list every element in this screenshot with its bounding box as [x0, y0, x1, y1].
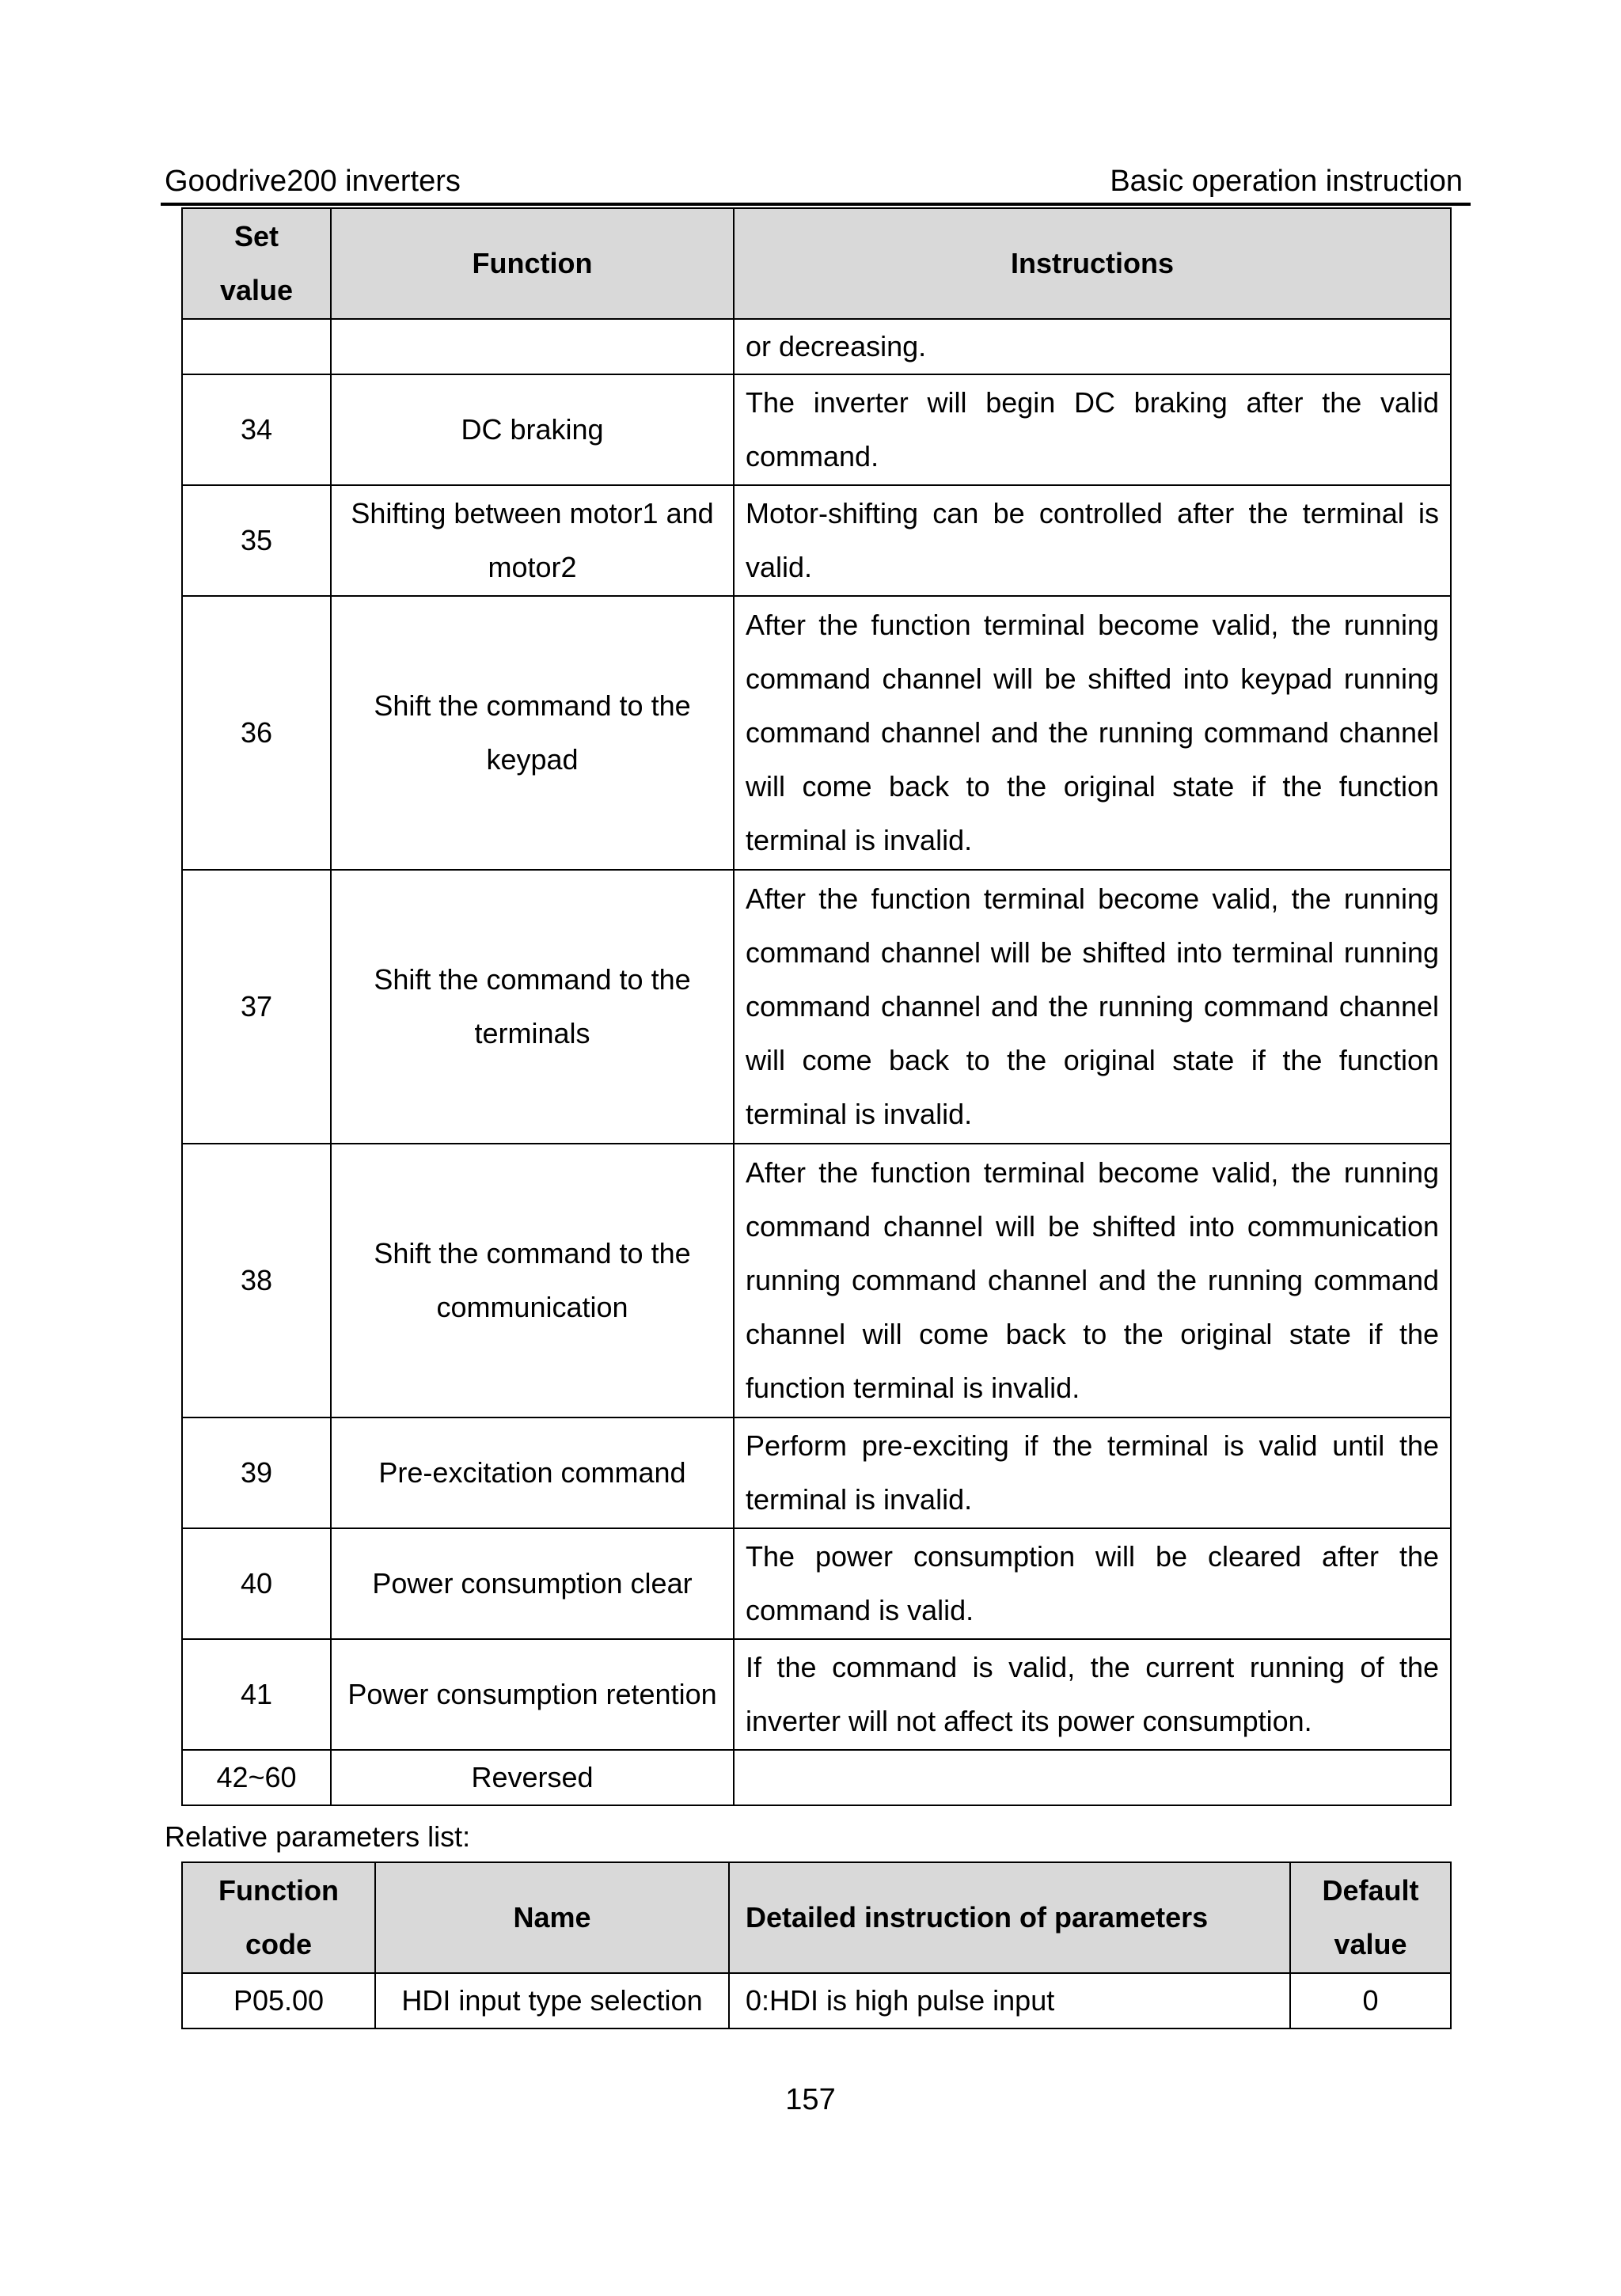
column-header-instructions: Instructions: [734, 208, 1451, 319]
function-cell: [331, 319, 734, 374]
table-row: [182, 319, 1451, 374]
set-value-cell: 42~60: [182, 1750, 331, 1805]
column-header-default-value: Default value: [1290, 1862, 1451, 1973]
relative-parameters-caption: Relative parameters list:: [165, 1820, 471, 1853]
instruction-cell: If the command is valid, the current running of the inverter will not affect its power consumption.: [734, 1639, 1451, 1750]
table-header-row: [182, 208, 1451, 319]
default-value-cell: 0: [1290, 1973, 1451, 2028]
column-header-function-code: Function code: [182, 1862, 375, 1973]
set-value-cell: 36: [182, 596, 331, 870]
table-row: [182, 1639, 1451, 1750]
instruction-cell: The power consumption will be cleared after the command is valid.: [734, 1528, 1451, 1639]
function-code-cell: P05.00: [182, 1973, 375, 2028]
set-value-cell: 37: [182, 870, 331, 1144]
table-row: [182, 596, 1451, 870]
table-row: [182, 1417, 1451, 1528]
header-section-title: Basic operation instruction: [1110, 165, 1463, 198]
page-number: 157: [785, 2083, 836, 2116]
table-row: [182, 1973, 1451, 2028]
relative-parameters-table: [181, 1861, 1452, 2029]
set-value-cell: 41: [182, 1639, 331, 1750]
set-value-cell: 39: [182, 1417, 331, 1528]
column-header-set-value: Set value: [182, 208, 331, 319]
table-row: [182, 1144, 1451, 1417]
detail-cell: 0:HDI is high pulse input: [729, 1973, 1290, 2028]
table-row: [182, 1750, 1451, 1805]
set-value-cell: 38: [182, 1144, 331, 1417]
page-header: [165, 163, 1463, 203]
function-cell: Pre-excitation command: [331, 1417, 734, 1528]
name-cell: HDI input type selection: [375, 1973, 729, 2028]
instruction-cell: or decreasing.: [734, 319, 1451, 374]
table-header-row: [182, 1862, 1451, 1973]
table-row: [182, 374, 1451, 485]
header-rule: [161, 203, 1471, 206]
function-cell: Reversed: [331, 1750, 734, 1805]
set-value-cell: [182, 319, 331, 374]
column-header-function: Function: [331, 208, 734, 319]
instruction-cell: After the function terminal become valid, the running command channel will be shifted into keypad running command channel and the running command channel will come back to the original state if the function terminal is invalid.: [734, 596, 1451, 870]
instruction-cell: Perform pre-exciting if the terminal is valid until the terminal is invalid.: [734, 1417, 1451, 1528]
table-row: [182, 870, 1451, 1144]
header-document-title: Goodrive200 inverters: [165, 165, 461, 198]
terminal-function-table: [181, 207, 1452, 1806]
function-cell: Shifting between motor1 and motor2: [331, 485, 734, 596]
column-header-name: Name: [375, 1862, 729, 1973]
set-value-cell: 40: [182, 1528, 331, 1639]
function-cell: Power consumption retention: [331, 1639, 734, 1750]
table-row: [182, 1528, 1451, 1639]
instruction-cell: The inverter will begin DC braking after the valid command.: [734, 374, 1451, 485]
instruction-cell: After the function terminal become valid, the running command channel will be shifted into communication running command channel and the running command channel will come back to the original state if the function terminal is invalid.: [734, 1144, 1451, 1417]
table-row: [182, 485, 1451, 596]
function-cell: Power consumption clear: [331, 1528, 734, 1639]
instruction-cell: Motor-shifting can be controlled after the terminal is valid.: [734, 485, 1451, 596]
column-header-detailed-instruction: Detailed instruction of parameters: [729, 1862, 1290, 1973]
function-cell: DC braking: [331, 374, 734, 485]
function-cell: Shift the command to the keypad: [331, 596, 734, 870]
function-cell: Shift the command to the communication: [331, 1144, 734, 1417]
instruction-cell: [734, 1750, 1451, 1805]
set-value-cell: 34: [182, 374, 331, 485]
set-value-cell: 35: [182, 485, 331, 596]
function-cell: Shift the command to the terminals: [331, 870, 734, 1144]
instruction-cell: After the function terminal become valid, the running command channel will be shifted into terminal running command channel and the running command channel will come back to the original state if the function terminal is invalid.: [734, 870, 1451, 1144]
